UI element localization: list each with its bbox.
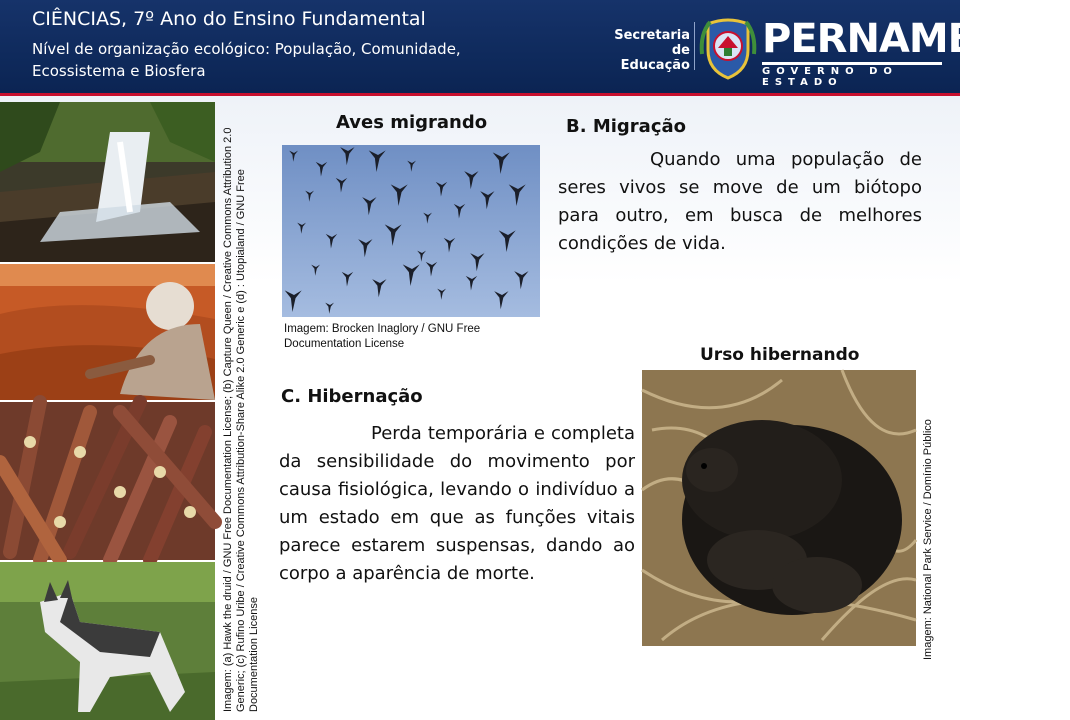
hibernation-text: Perda temporária e completa da sensibilidade do movimento por causa fisiológica, levando o indivíduo a um estado em que as funções vitais parece estarem suspensas, dando ao corpo a aparência de morte. [279, 423, 635, 584]
secretaria-line2: Educação [620, 58, 690, 73]
waterfall-photo [0, 102, 215, 262]
bear-image-title: Urso hibernando [700, 345, 860, 365]
husky-dog-photo [0, 562, 215, 720]
slide-title: CIÊNCIAS, 7º Ano do Ensino Fundamental [32, 8, 426, 30]
bear-image-credit: Imagem: National Park Service / Domínio Público [922, 419, 934, 660]
governo-label: GOVERNO DO ESTADO [762, 66, 898, 88]
birds-image-credit: Imagem: Brocken Inaglory / GNU Free Documentation License [284, 323, 481, 350]
slide-subtitle: Nível de organização ecológico: População, Comunidade, Ecossistema e Biosfera [32, 40, 461, 80]
state-name-logo: PERNAMBUCO [762, 16, 1070, 62]
desert-person-photo [0, 264, 215, 400]
sugarcane-photo [0, 402, 215, 560]
header-divider [694, 22, 695, 70]
hibernation-heading: C. Hibernação [281, 386, 423, 407]
state-crest-icon [700, 14, 756, 80]
hibernating-bear-photo [642, 370, 916, 646]
header-banner [0, 0, 1070, 96]
secretaria-line1: Secretaria de [614, 28, 690, 58]
migration-heading: B. Migração [566, 116, 686, 137]
secretaria-label [600, 28, 690, 73]
logo-underline [762, 62, 942, 65]
birds-image-title: Aves migrando [336, 112, 488, 133]
migration-text: Quando uma população de seres vivos se move de um biótopo para outro, em busca de melhores condições de vida. [558, 149, 922, 254]
left-photos-credit: Imagem: (a) Hawk the druid / GNU Free Documentation License; (b) Capture Queen / Creative Commons Attribution 2.0 Generic; (c) Rufino Uribe / Creative Commons Attribution-Share Alike 2.0 Generic e (d) : Utopialand / GNU Free Documentation License [222, 127, 260, 712]
migrating-birds-photo [282, 145, 540, 317]
